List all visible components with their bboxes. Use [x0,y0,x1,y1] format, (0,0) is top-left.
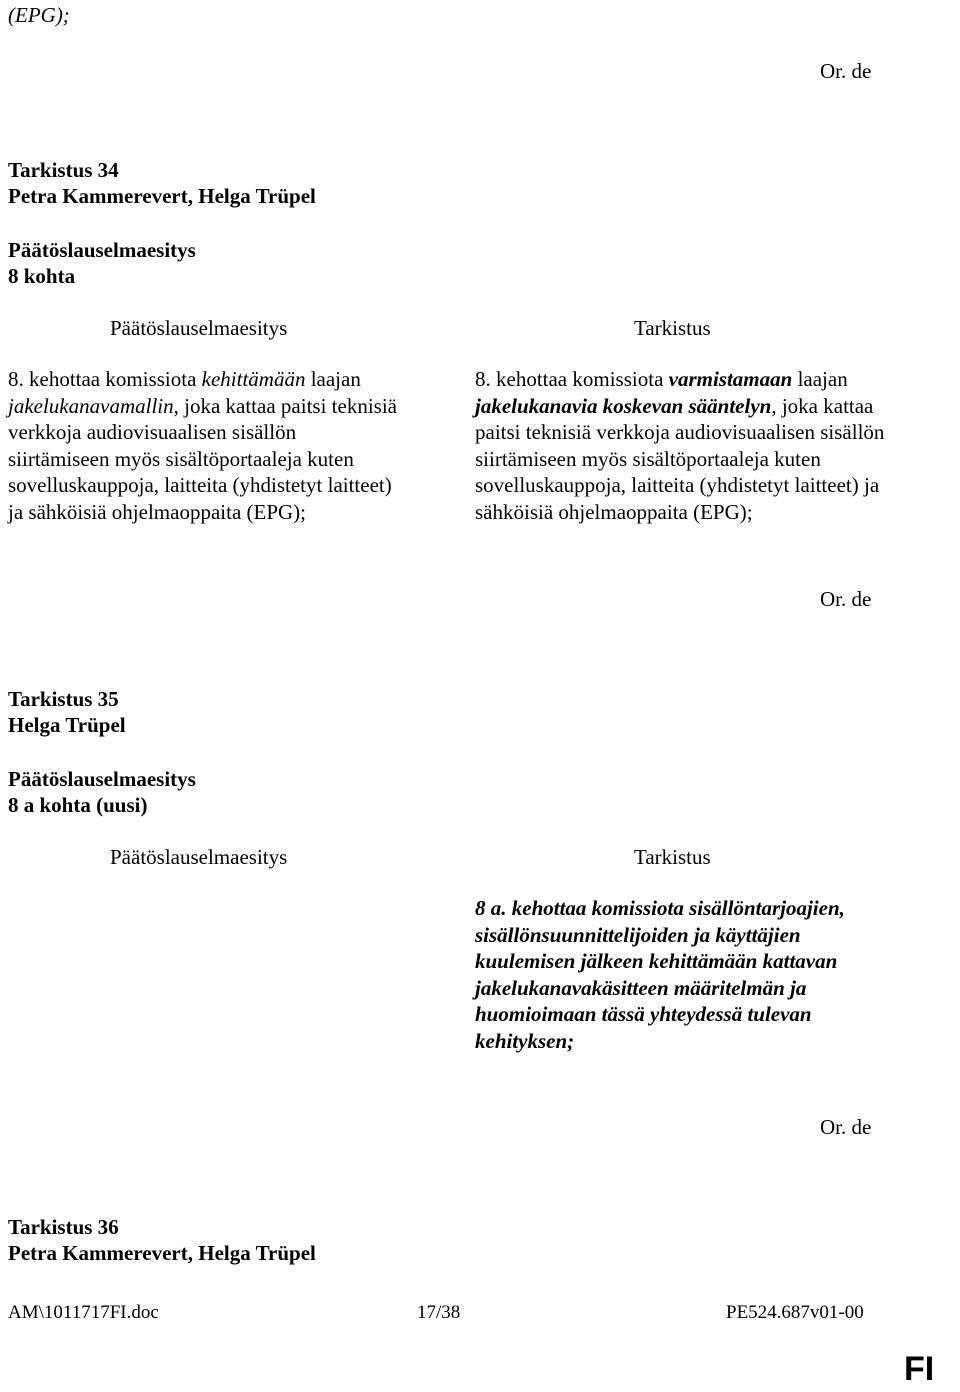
amendment-number: Tarkistus 34 [8,158,119,182]
document-point: 8 kohta [8,264,76,288]
amended-text: 8. kehottaa komissiota varmistamaan laajan jakelukanavia koskevan sääntelyn, joka kattaa paitsi teknisiä verkkoja audiovisuaalisen sisällön siirtämiseen myös sisältöportaaleja kuten sovelluskauppoja, laitteita (yhdistetyt laitteet) ja sähköisiä ohjelmaoppaita (EPG); [475,367,885,524]
amendment-number: Tarkistus 35 [8,687,119,711]
carryover-text: (EPG); [8,3,70,27]
original-language: Or. de [820,1115,872,1139]
amendment-number: Tarkistus 36 [8,1215,119,1239]
footer-page-number: 17/38 [417,1302,461,1323]
amended-text: 8 a. kehottaa komissiota sisällöntarjoajien, sisällönsuunnittelijoiden ja käyttäjien kuulemisen jälkeen kehittämään kattavan jakelukanavakäsitteen määritelmän ja huomioimaan tässä yhteydessä tulevan kehityksen; [475,896,845,1053]
document-point: 8 a kohta (uusi) [8,793,148,817]
left-column-header: Päätöslauselmaesitys [110,316,288,340]
amendment-authors: Petra Kammerevert, Helga Trüpel [8,184,316,208]
left-column-header: Päätöslauselmaesitys [110,845,288,869]
language-code: FI [904,1350,935,1388]
footer-reference: PE524.687v01-00 [726,1302,864,1323]
amendment-authors: Helga Trüpel [8,713,126,737]
original-language: Or. de [820,587,872,611]
amendment-authors: Petra Kammerevert, Helga Trüpel [8,1241,316,1265]
document-type: Päätöslauselmaesitys [8,238,196,262]
right-column-header: Tarkistus [634,845,711,869]
original-text: 8. kehottaa komissiota kehittämään laajan jakelukanavamallin, joka kattaa paitsi teknisiä verkkoja audiovisuaalisen sisällön siirtämiseen myös sisältöportaaleja kuten sovelluskauppoja, laitteita (yhdistetyt laitteet) ja sähköisiä ohjelmaoppaita (EPG); [8,367,397,524]
right-column-header: Tarkistus [634,316,711,340]
document-type: Päätöslauselmaesitys [8,767,196,791]
footer-filename: AM\1011717FI.doc [8,1302,159,1323]
original-language: Or. de [820,59,872,83]
